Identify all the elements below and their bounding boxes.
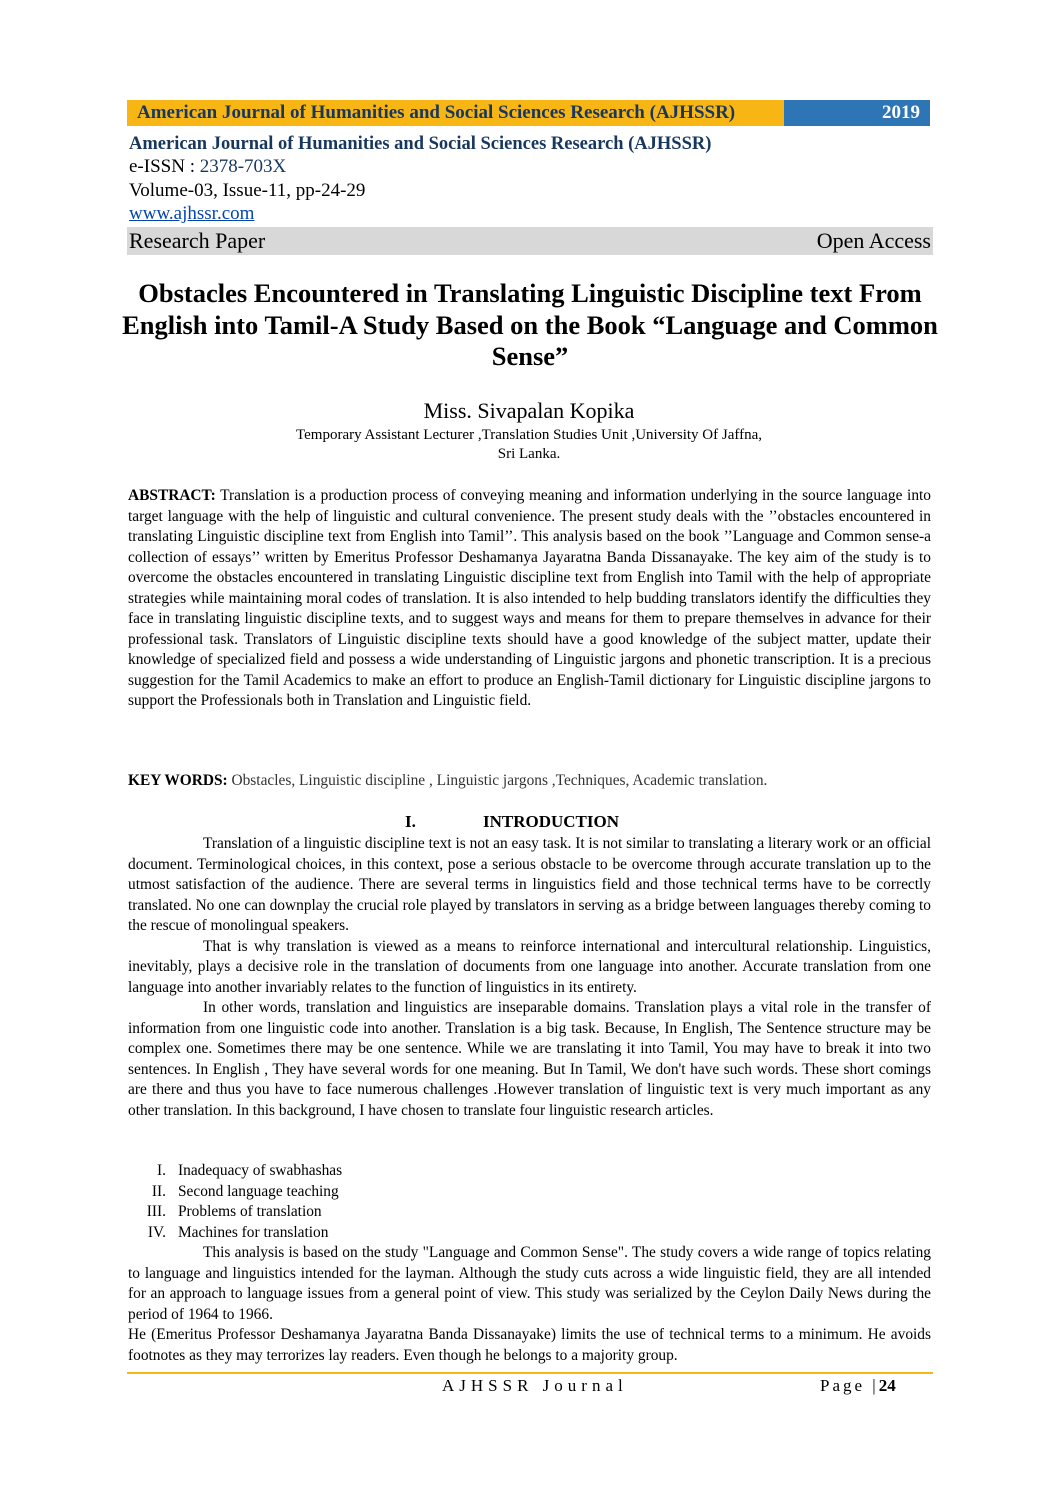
- journal-url-link[interactable]: www.ajhssr.com: [129, 203, 255, 224]
- article-list: [128, 1161, 528, 1243]
- banner-journal-title: American Journal of Humanities and Social Sciences Research (AJHSSR): [127, 100, 784, 126]
- intro-body-continued: [128, 1243, 931, 1366]
- intro-body: [128, 834, 931, 1121]
- intro-paragraph-3: In other words, translation and linguistics are inseparable domains. Translation plays a vital role in the transfer of information from one linguistic code into another. Translation is a big task. Because, In English, The Sentence structure may be complex one. Sometimes there may be one sentence. While we are translating it into Tamil, You may have to break it into two sentences. In English , They have several words for one meaning. But In Tamil, We don't have such words. These short comings are there and thus you have to face numerous challenges .However translation of linguistic text is very much important as any other translation. In this background, I have chosen to translate four linguistic research articles.: [128, 999, 931, 1119]
- author-name: Miss. Sivapalan Kopika: [423, 398, 635, 423]
- list-item: IV. Machines for translation: [147, 1223, 329, 1241]
- keywords: [128, 771, 931, 792]
- intro-paragraph-1: Translation of a linguistic discipline text is not an easy task. It is not similar to translating a literary work or an official document. Terminological choices, in this context, pose a serious obstacle to be overcome through accurate translation up to the utmost satisfaction of the audience. There are several terms in linguistics field and those technical terms have to be correctly translated. No one can downplay the crucial role played by translators in serving as a bridge between languages thereby coming to the rescue of monolingual speakers.: [128, 835, 931, 934]
- list-item: I. Inadequacy of swabhashas: [157, 1162, 343, 1179]
- page-number: 24: [878, 1376, 896, 1395]
- footer-page: [820, 1376, 896, 1396]
- page-label: Page |: [820, 1376, 879, 1395]
- list-item: III. Problems of translation: [146, 1203, 322, 1220]
- abstract-label: ABSTRACT:: [128, 487, 216, 504]
- issn-line: [129, 156, 286, 178]
- volume-info: Volume-03, Issue-11, pp-24-29: [129, 180, 366, 201]
- paper-type-bar: [127, 227, 933, 255]
- banner-year: 2019: [784, 100, 930, 126]
- paper-type: Research Paper: [129, 228, 266, 253]
- affiliation-line-2: Sri Lanka.: [497, 446, 561, 462]
- issn-label: e-ISSN :: [129, 156, 200, 177]
- paper-title: Obstacles Encountered in Translating Linguistic Discipline text From English into Tamil-A Study Based on the Book “Language and Common Sense”: [122, 278, 938, 371]
- access-type: Open Access: [816, 228, 931, 253]
- keywords-label: KEY WORDS:: [128, 772, 228, 789]
- footer-rule: [127, 1372, 933, 1374]
- affiliation-line-1: Temporary Assistant Lecturer ,Translation Studies Unit ,University Of Jaffna,: [296, 427, 762, 443]
- abstract-text: Translation is a production process of conveying meaning and information underlying in the source language into target language with the help of linguistic and cultural convenience. The present study deals with the ’’obstacles encountered in translating Linguistic discipline text from English into Tamil’’. This analysis based on the book ’’Language and Common sense-a collection of essays’’ written by Emeritus Professor Deshamanya Jayaratna Banda Dissanayake. The key aim of the study is to overcome the obstacles encountered in translating Linguistic discipline text from English into Tamil with the help of appropriate strategies while maintaining moral codes of translation. It is also intended to help budding translators identify the difficulties they face in translating linguistic discipline texts, and to suggest ways and means for them to prepare themselves in advance for their professional task. Translators of Linguistic discipline texts should have a good knowledge of the subject matter, update their knowledge of specialized field and possess a wide understanding of Linguistic jargons and phonetic transcription. It is a precious suggestion for the Tamil Academics to make an effort to produce an English-Tamil dictionary for Linguistic discipline jargons to support the Professionals both in Translation and Linguistic field.: [128, 487, 931, 709]
- journal-banner: [127, 100, 930, 126]
- intro-paragraph-2: That is why translation is viewed as a means to reinforce international and intercultural relationship. Linguistics, inevitably, plays a decisive role in the translation of documents from one language into another. Accurate translation from one language into another invariably relates to the function of linguistics in its entirety.: [128, 937, 931, 996]
- section-number: I.: [405, 812, 416, 831]
- intro-paragraph-4: This analysis is based on the study "Language and Common Sense". The study covers a wide range of topics relating to language and linguistics intended for the layman. Although the study cuts across a wide linguistic field, they are all intended for an approach to language issues from a general point of view. This study was serialized by the Ceylon Daily News during the period of 1964 to 1966.: [128, 1244, 931, 1323]
- list-item: II. Second language teaching: [151, 1182, 339, 1200]
- issn-value: 2378-703X: [199, 156, 287, 177]
- abstract: [128, 486, 931, 712]
- journal-url[interactable]: [129, 203, 254, 225]
- section-title: INTRODUCTION: [483, 812, 620, 831]
- keywords-text: Obstacles, Linguistic discipline , Linguistic jargons ,Techniques, Academic translation.: [227, 772, 768, 789]
- intro-paragraph-5: He (Emeritus Professor Deshamanya Jayaratna Banda Dissanayake) limits the use of technical terms to a minimum. He avoids footnotes as they may terrorizes lay readers. Even though he belongs to a majority group.: [128, 1326, 931, 1364]
- author-affiliation: [0, 426, 1058, 464]
- footer-journal: AJHSSR Journal: [442, 1376, 628, 1395]
- journal-name: American Journal of Humanities and Social Sciences Research (AJHSSR): [129, 134, 712, 154]
